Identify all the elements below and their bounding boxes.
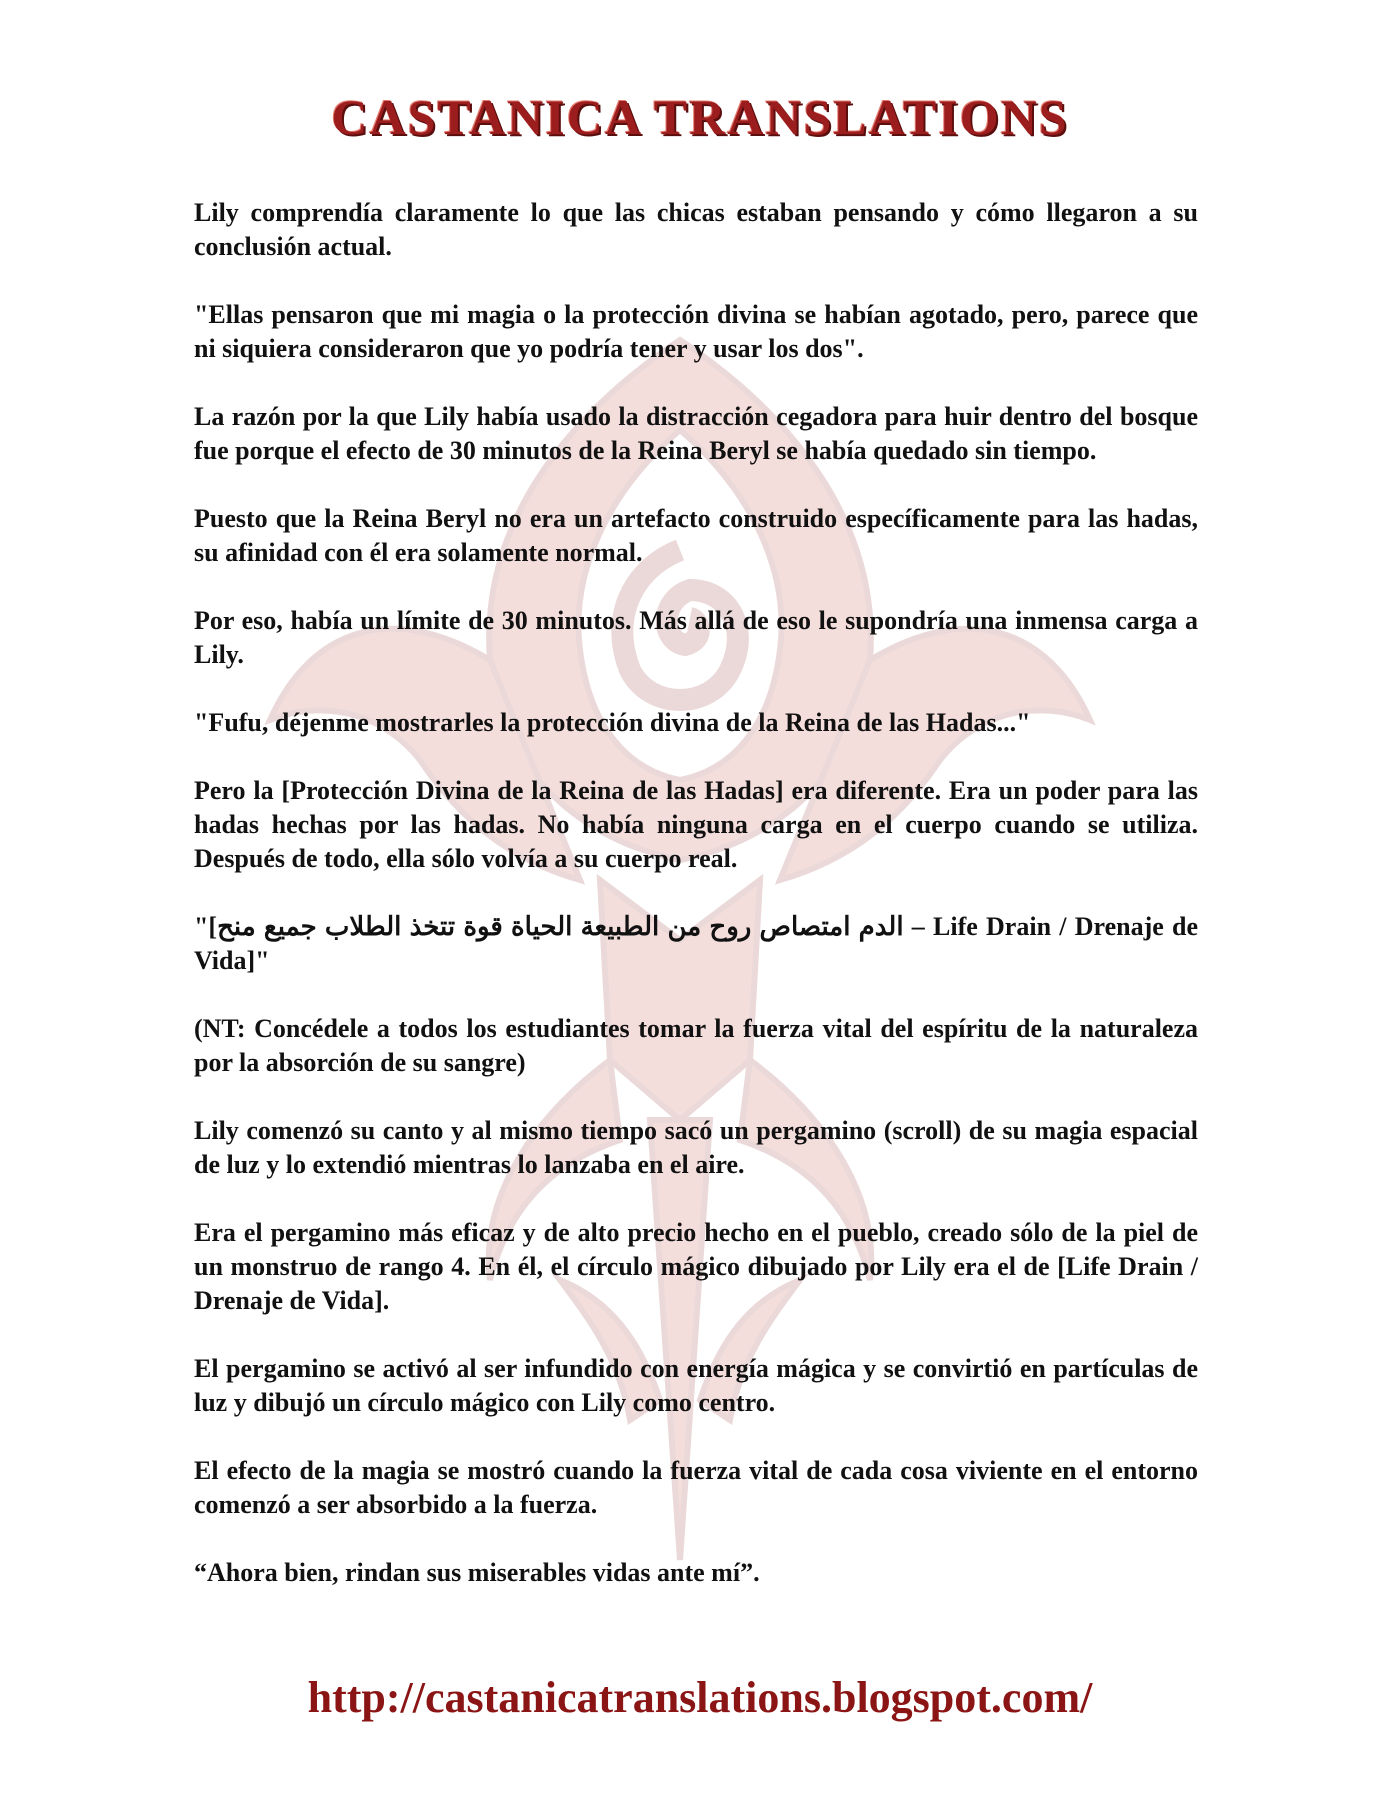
- site-title: CASTANICA TRANSLATIONS: [331, 89, 1069, 145]
- paragraph: (NT: Concédele a todos los estudiantes tomar la fuerza vital del espíritu de la naturaleza por la absorción de su sangre): [194, 1014, 1198, 1077]
- paragraph: "Ellas pensaron que mi magia o la protección divina se habían agotado, pero, parece que ni siquiera consideraron que yo podría tener y usar los dos".: [194, 300, 1198, 363]
- chapter-text: [194, 196, 1198, 1624]
- paragraph: Por eso, había un límite de 30 minutos. Más allá de eso le supondría una inmensa carga a Lily.: [194, 606, 1198, 669]
- spell-arabic-text: الدم امتصاص روح من الطبيعة الحياة قوة تتخذ الطلاب جميع منح: [217, 912, 904, 941]
- paragraph: "Fufu, déjenme mostrarles la protección divina de la Reina de las Hadas...": [194, 708, 1031, 737]
- paragraph: “Ahora bien, rindan sus miserables vidas ante mí”.: [194, 1558, 760, 1587]
- paragraph: El efecto de la magia se mostró cuando la fuerza vital de cada cosa viviente en el entorno comenzó a ser absorbido a la fuerza.: [194, 1456, 1198, 1519]
- spell-incantation: [194, 910, 1198, 978]
- paragraph: La razón por la que Lily había usado la distracción cegadora para huir dentro del bosque fue porque el efecto de 30 minutos de la Reina Beryl se había quedado sin tiempo.: [194, 402, 1198, 465]
- paragraph: Era el pergamino más eficaz y de alto precio hecho en el pueblo, creado sólo de la piel de un monstruo de rango 4. En él, el círculo mágico dibujado por Lily era el de [Life Drain / Drenaje de Vida].: [194, 1218, 1198, 1315]
- paragraph: Pero la [Protección Divina de la Reina de las Hadas] era diferente. Era un poder para las hadas hechas por las hadas. No había ninguna carga en el cuerpo cuando se utiliza. Después de todo, ella sólo volvía a su cuerpo real.: [194, 776, 1198, 873]
- paragraph: El pergamino se activó al ser infundido con energía mágica y se convirtió en partículas de luz y dibujó un círculo mágico con Lily como centro.: [194, 1354, 1198, 1417]
- blog-url-link[interactable]: http://castanicatranslations.blogspot.com/: [307, 1673, 1093, 1722]
- paragraph: Lily comprendía claramente lo que las chicas estaban pensando y cómo llegaron a su conclusión actual.: [194, 198, 1198, 261]
- paragraph: Puesto que la Reina Beryl no era un artefacto construido específicamente para las hadas, su afinidad con él era solamente normal.: [194, 504, 1198, 567]
- spell-open: "[: [194, 912, 218, 941]
- page-footer: [0, 1672, 1400, 1723]
- paragraph: Lily comenzó su canto y al mismo tiempo sacó un pergamino (scroll) de su magia espacial de luz y lo extendió mientras lo lanzaba en el aire.: [194, 1116, 1198, 1179]
- page-header: [0, 88, 1400, 146]
- spell-name: – Life Drain / Drenaje de Vida]": [194, 912, 1198, 975]
